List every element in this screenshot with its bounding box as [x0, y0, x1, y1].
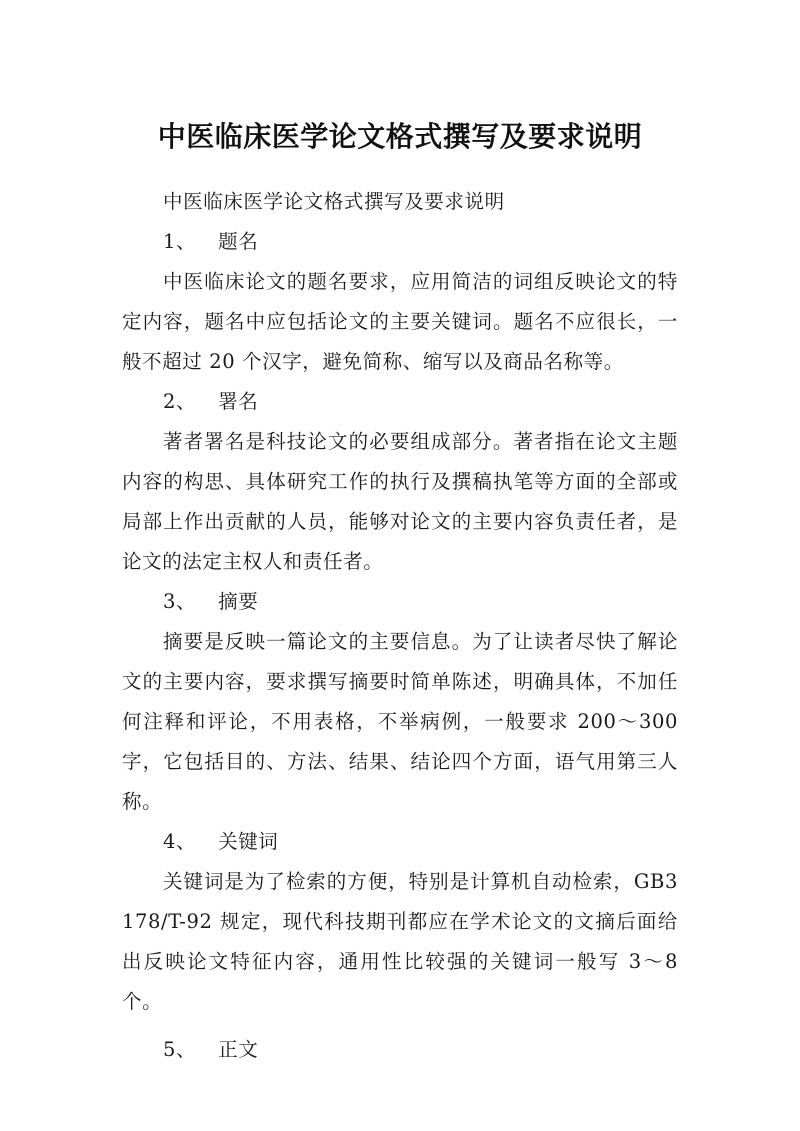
section-title: 署名	[218, 390, 259, 413]
section-paragraph-1: 中医临床论文的题名要求，应用简洁的词组反映论文的特定内容，题名中应包括论文的主要关键词。题名不应很长，一般不超过 20 个汉字，避免简称、缩写以及商品名称等。	[122, 270, 678, 373]
intro-line: 中医临床医学论文格式撰写及要求说明	[163, 190, 505, 213]
section-heading-2	[122, 382, 678, 422]
section-heading-5	[122, 1030, 678, 1070]
document-title: 中医临床医学论文格式撰写及要求说明	[157, 119, 643, 153]
section-title: 关键词	[218, 830, 279, 853]
section-paragraph-4: 关键词是为了检索的方便，特别是计算机自动检索，GB3178/T-92 规定，现代科技期刊都应在学术论文的文摘后面给出反映论文特征内容，通用性比较强的关键词一般写 3～8 个。	[122, 870, 678, 1013]
section-title: 正文	[218, 1038, 259, 1061]
section-heading-1	[122, 222, 678, 262]
section-heading-4	[122, 822, 678, 862]
document-body	[122, 182, 678, 1070]
section-title: 题名	[218, 230, 259, 253]
section-title: 摘要	[218, 590, 259, 613]
section-heading-3	[122, 582, 678, 622]
section-paragraph-3: 摘要是反映一篇论文的主要信息。为了让读者尽快了解论文的主要内容，要求撰写摘要时简单陈述，明确具体，不加任何注释和评论，不用表格，不举病例，一般要求 200～300字，它包括目的、方法、结果、结论四个方面，语气用第三人称。	[122, 630, 678, 813]
section-number: 5、	[163, 1038, 197, 1061]
section-paragraph-2: 著者署名是科技论文的必要组成部分。著者指在论文主题内容的构思、具体研究工作的执行及撰稿执笔等方面的全部或局部上作出贡献的人员，能够对论文的主要内容负责任者，是论文的法定主权人和责任者。	[122, 430, 678, 573]
section-number: 4、	[163, 830, 197, 853]
section-number: 3、	[163, 590, 197, 613]
section-number: 2、	[163, 390, 197, 413]
section-number: 1、	[163, 230, 197, 253]
